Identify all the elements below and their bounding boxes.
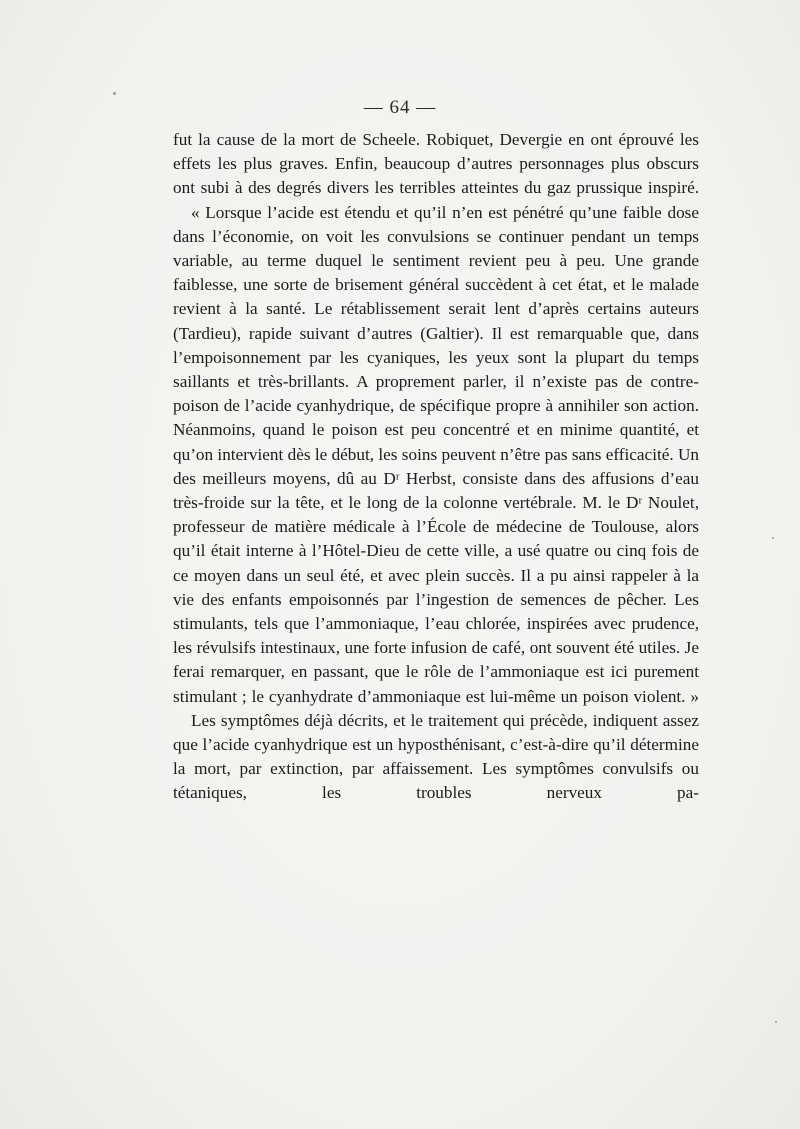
scan-speck <box>775 1021 777 1023</box>
paragraph-quotation: « Lorsque l’acide est étendu et qu’il n’en est pénétré qu’une faible dose dans l’économie, on voit les convulsions se continuer pendant un temps variable, au terme duquel le sentiment revient peu à peu. Une grande faiblesse, une sorte de brisement général succèdent à cet état, et le malade revient à la santé. Le rétablissement serait lent d’après certains auteurs (Tardieu), rapide suivant d’autres (Galtier). Il est remarquable que, dans l’empoisonnement par les cyaniques, les yeux sont la plupart du temps saillants et très-brillants. A proprement parler, il n’existe pas de contre-poison de l’acide cyanhydrique, de spécifique propre à annihiler son action. Néanmoins, quand le poison est peu concentré et en minime quantité, et qu’on intervient dès le début, les soins peuvent n’être pas sans efficacité. Un des meilleurs moyens, dû au Dʳ Herbst, consiste dans des affusions d’eau très-froide sur la tête, et le long de la colonne vertébrale. M. le Dʳ Noulet, professeur de matière médicale à l’École de médecine de Toulouse, alors qu’il était interne à l’Hôtel-Dieu de cette ville, a usé quatre ou cinq fois de ce moyen dans un seul été, et avec plein succès. Il a pu ainsi rappeler à la vie des enfants empoisonnés par l’ingestion de semences de pêcher. Les stimulants, tels que l’ammoniaque, l’eau chlorée, inspirées avec prudence, les révulsifs intestinaux, une forte infusion de café, ont souvent été utiles. Je ferai remarquer, en passant, que le rôle de l’ammoniaque est ici purement stimulant ; le cyanhydrate d’ammoniaque est lui-même un poison violent. » <box>173 202 699 706</box>
paragraph-continuation: fut la cause de la mort de Scheele. Robiquet, Devergie en ont éprouvé les effets les plus graves. Enfin, beaucoup d’autres personnages plus obscurs ont subi à des degrés divers les terribles atteintes du gaz prussique inspiré. <box>173 130 699 198</box>
paragraph-symptoms: Les symptômes déjà décrits, et le traitement qui précède, indiquent assez que l’acide cyanhydrique est un hyposthénisant, c’est-à-dire qu’il détermine la mort, par extinction, par affaissement. Les symptômes convulsifs ou tétaniques, les troubles nerveux pa- <box>173 710 699 803</box>
scan-speck <box>772 537 774 539</box>
body-text <box>173 128 699 806</box>
page-number: — 64 — <box>363 97 437 118</box>
scan-speck <box>113 92 116 95</box>
